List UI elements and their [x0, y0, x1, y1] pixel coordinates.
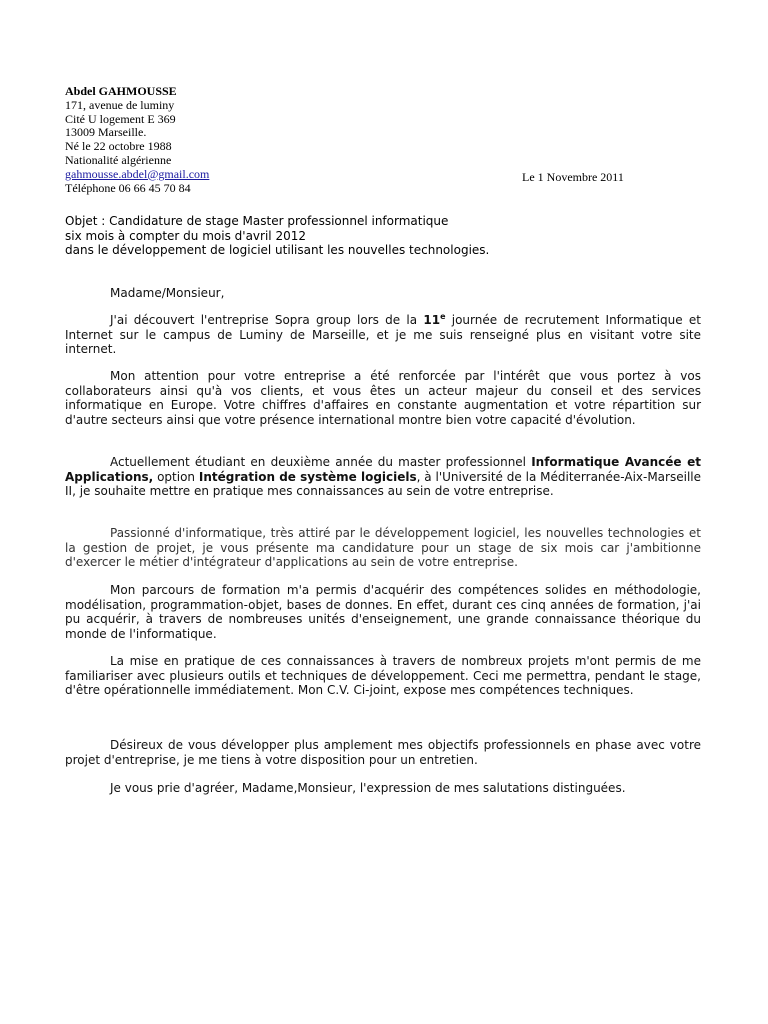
sender-city: 13009 Marseille. [65, 125, 147, 140]
p1-number: 11 [423, 313, 441, 327]
paragraph-4: Passionné d'informatique, très attiré par le développement logiciel, les nouvelles technologies et la gestion de projet, je vous présente ma candidature pour un stage de six mois car j'ambitionne d'exercer le métier d'intégrateur d'applications au sein de votre entreprise. [65, 526, 701, 570]
paragraph-2: Mon attention pour votre entreprise a été renforcée par l'intérêt que vous portez à vos collaborateurs ainsi qu'à vos clients, et vous êtes un acteur majeur du conseil et des services informatique en Europe. Votre chiffres d'affaires en constante augmentation et votre répartition sur d'autre secteurs ainsi que votre présence international montre bien votre capacité d'évolution. [65, 369, 701, 427]
subject-line-3: dans le développement de logiciel utilisant les nouvelles technologies. [65, 243, 490, 258]
p3-text-c: , à l'Université de la Méditerranée-Aix-Marseille II, je souhaite mettre en pratique mes connaissances au sein de votre entreprise. [65, 469, 701, 499]
sender-address-line2: Cité U logement E 369 [65, 111, 176, 126]
paragraph-6: La mise en pratique de ces connaissances à travers de nombreux projets m'ont permis de me familiariser avec plusieurs outils et techniques de développement. Ceci me permettra, pendant le stage, d'être opérationnelle immédiatement. Mon C.V. Ci-joint, expose mes compétences techniques. [65, 654, 701, 698]
p3-bold-program: Informatique Avancée et Applications, [65, 455, 701, 484]
sender-birth: Né le 22 octobre 1988 [65, 139, 172, 154]
subject-block [65, 214, 489, 258]
subject-line-1: Objet : Candidature de stage Master professionnel informatique [65, 214, 449, 228]
paragraph-3 [65, 455, 701, 499]
p1-text-b: journée de recrutement Informatique et Internet sur le campus de Luminy de Marseille, et je me suis renseigné plus en visitant votre site internet. [65, 313, 701, 357]
p1-superscript: e [440, 312, 446, 321]
salutation: Madame/Monsieur, [110, 286, 225, 300]
sender-address-line1: 171, avenue de luminy [65, 97, 175, 112]
paragraph-1 [65, 313, 701, 357]
sender-nationality: Nationalité algérienne [65, 152, 172, 167]
sender-name: Abdel GAHMOUSSE [65, 84, 177, 98]
paragraph-5: Mon parcours de formation m'a permis d'acquérir des compétences solides en méthodologie, modélisation, programmation-objet, bases de donnes. En effet, durant ces cinq années de formation, j'ai pu acquérir, à travers de nombreuses unités d'enseignement, une grande connaissance théorique du monde de l'informatique. [65, 583, 701, 641]
letter-date: Le 1 Novembre 2011 [522, 170, 624, 184]
p1-text-a: J'ai découvert l'entreprise Sopra group lors de la [110, 313, 424, 327]
sender-email-link[interactable]: gahmousse.abdel@gmail.com [65, 166, 210, 181]
sender-block [65, 85, 209, 195]
p3-bold-option: Intégration de système logiciels [198, 469, 417, 484]
subject-line-2: six mois à compter du mois d'avril 2012 [65, 228, 306, 243]
p3-text-b: option [153, 469, 199, 484]
paragraph-7: Désireux de vous développer plus amplement mes objectifs professionnels en phase avec votre projet d'entreprise, je me tiens à votre disposition pour un entretien. [65, 738, 701, 767]
p3-text-a: Actuellement étudiant en deuxième année du master professionnel [110, 455, 532, 469]
sender-phone: Téléphone 06 66 45 70 84 [65, 180, 191, 195]
paragraph-8: Je vous prie d'agréer, Madame,Monsieur, l'expression de mes salutations distinguées. [110, 781, 626, 795]
